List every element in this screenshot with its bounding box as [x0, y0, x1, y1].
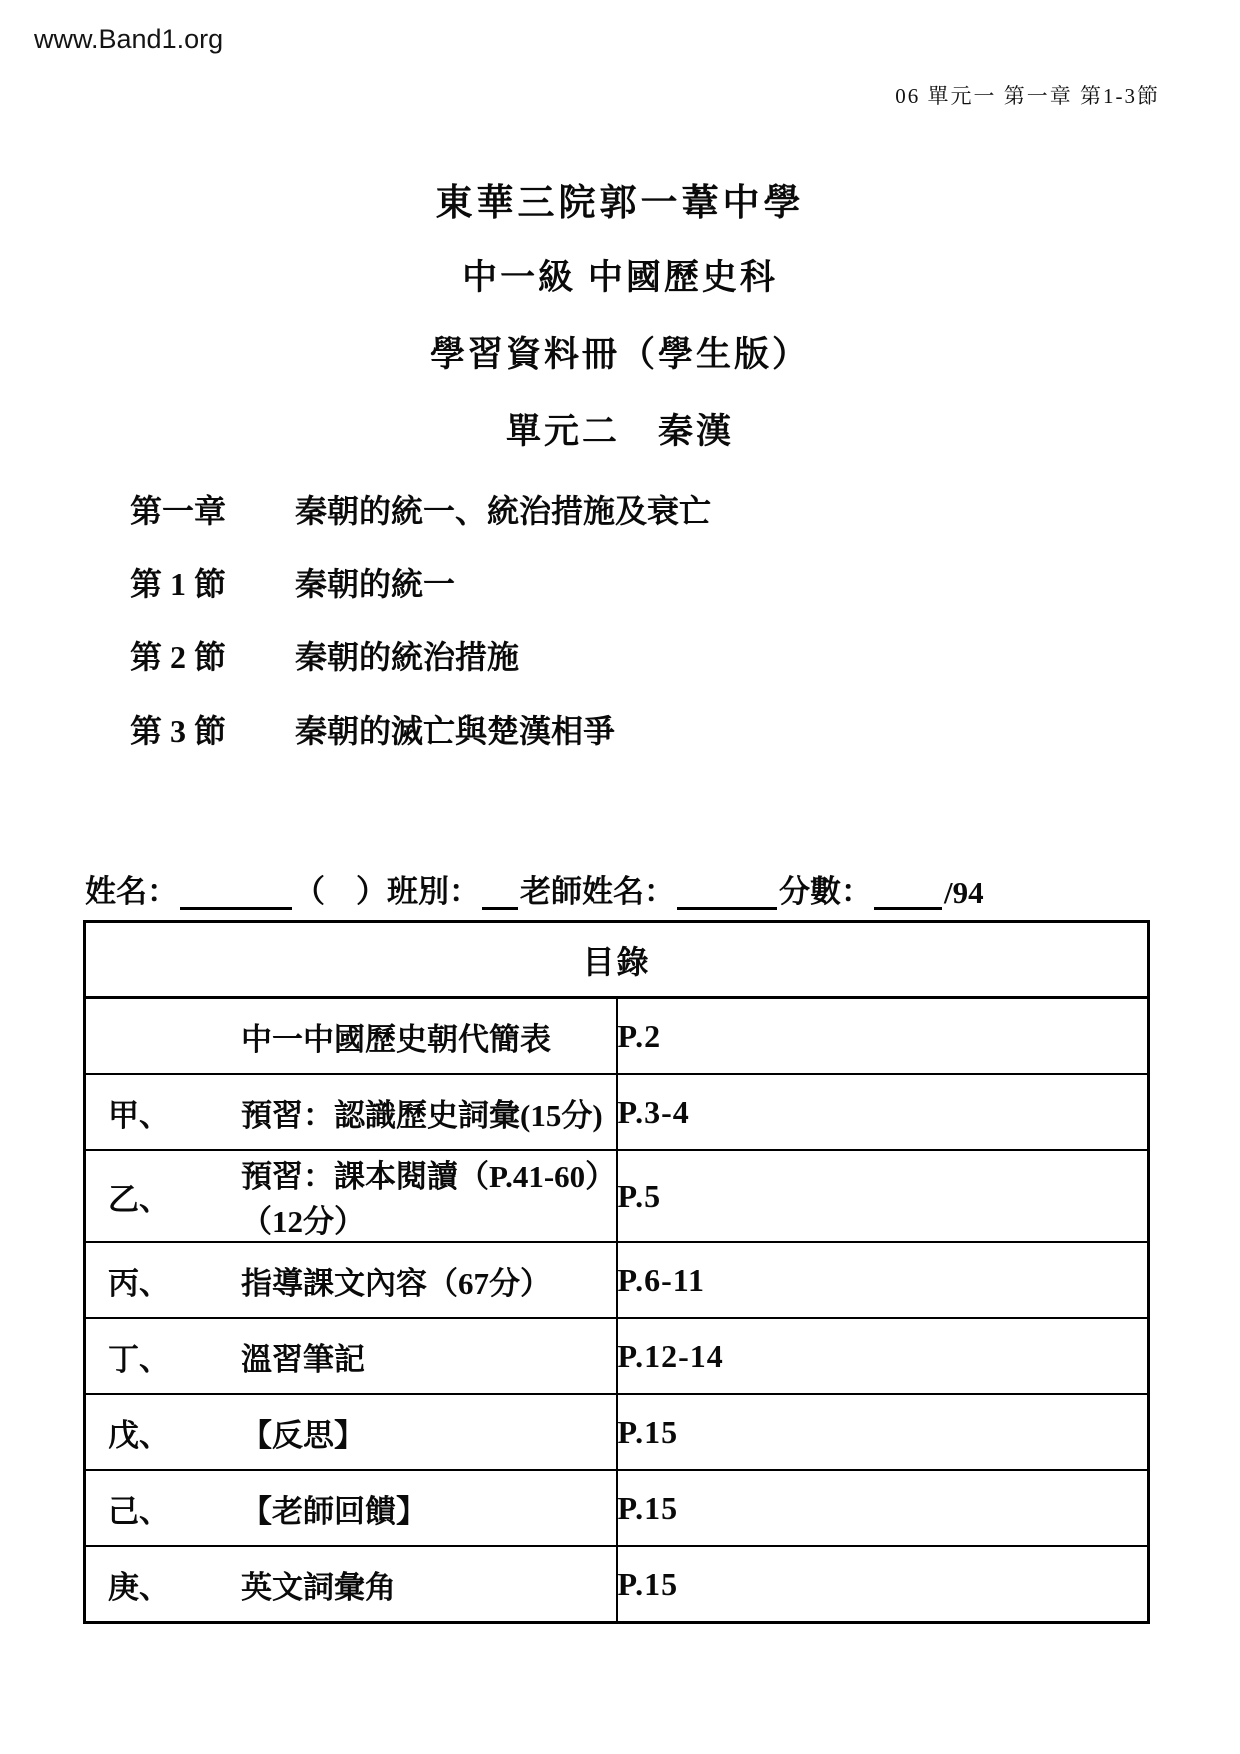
toc-header-row: [85, 922, 1149, 998]
toc-row-label: 丙、: [108, 1265, 170, 1301]
toc-row-page: P.15: [617, 1470, 1149, 1546]
table-row: [85, 1470, 1149, 1546]
school-title: 東華三院郭一葦中學: [435, 183, 805, 224]
toc-row-page: P.3-4: [617, 1074, 1149, 1150]
toc-row-label: 甲、: [108, 1097, 170, 1133]
site-watermark: www.Band1.org: [34, 24, 224, 54]
toc-row-text: 【反思】: [241, 1417, 365, 1453]
chapter-line: [130, 486, 711, 532]
section-2-label: 第 2 節: [130, 639, 227, 675]
table-row: [85, 1150, 1149, 1242]
score-total: /94: [944, 875, 984, 910]
toc-row-label: 庚、: [108, 1569, 170, 1605]
toc-row-page: P.12-14: [617, 1318, 1149, 1394]
table-row: [85, 1394, 1149, 1470]
toc-row-page: P.5: [617, 1150, 1149, 1242]
toc-row-label: 戊、: [108, 1417, 170, 1453]
score-blank-field: [874, 873, 942, 910]
toc-row-text: 指導課文內容（67分）: [241, 1265, 551, 1301]
toc-row-label: 丁、: [108, 1341, 170, 1377]
toc-row-label: 乙、: [108, 1181, 170, 1217]
toc-row-page: P.15: [617, 1394, 1149, 1470]
grade-subject-title: 中一級 中國歷史科: [462, 258, 778, 297]
class-label: 班別：: [387, 874, 480, 909]
toc-row-text: 【老師回饋】: [241, 1493, 427, 1529]
table-row: [85, 998, 1149, 1075]
toc-row-text: 預習：課本閱讀（P.41-60）（12分）: [241, 1159, 601, 1239]
section-2-title: 秦朝的統治措施: [295, 639, 520, 675]
section-1-line: [130, 559, 455, 605]
toc-row-text: 預習：認識歷史詞彙(15分): [241, 1097, 603, 1133]
name-label: 姓名：: [85, 874, 178, 909]
table-row: [85, 1074, 1149, 1150]
toc-row-page: P.15: [617, 1546, 1149, 1623]
section-1-title: 秦朝的統一: [295, 566, 456, 602]
toc-row-text: 英文詞彙角: [241, 1569, 396, 1605]
unit-title: 單元二 秦漢: [505, 412, 734, 451]
class-number-paren: （ ）: [294, 874, 387, 909]
toc-row-label: 己、: [108, 1493, 170, 1529]
name-blank-field: [180, 873, 292, 910]
chapter-title: 秦朝的統一、統治措施及衰亡: [295, 493, 712, 529]
teacher-label: 老師姓名：: [520, 874, 675, 909]
table-row: [85, 1318, 1149, 1394]
booklet-title: 學習資料冊（學生版）: [429, 335, 810, 374]
toc-row-page: P.2: [617, 998, 1149, 1075]
table-row: [85, 1546, 1149, 1623]
chapter-label: 第一章: [130, 493, 227, 529]
section-3-line: [130, 706, 615, 752]
section-3-label: 第 3 節: [130, 713, 227, 749]
section-3-title: 秦朝的滅亡與楚漢相爭: [295, 713, 616, 749]
section-1-label: 第 1 節: [130, 566, 227, 602]
student-info-line: [85, 866, 1160, 911]
table-row: [85, 1242, 1149, 1318]
toc-row-text: 中一中國歷史朝代簡表: [241, 1021, 551, 1057]
toc-row-text: 溫習筆記: [241, 1341, 365, 1377]
class-blank-field: [482, 873, 518, 910]
teacher-blank-field: [677, 873, 777, 910]
score-label: 分數：: [779, 874, 872, 909]
toc-row-page: P.6-11: [617, 1242, 1149, 1318]
page-header-code: 06 單元一 第一章 第1-3節: [895, 84, 1160, 108]
toc-title: 目錄: [85, 922, 1149, 998]
section-2-line: [130, 632, 519, 678]
toc-table: [83, 920, 1150, 1624]
